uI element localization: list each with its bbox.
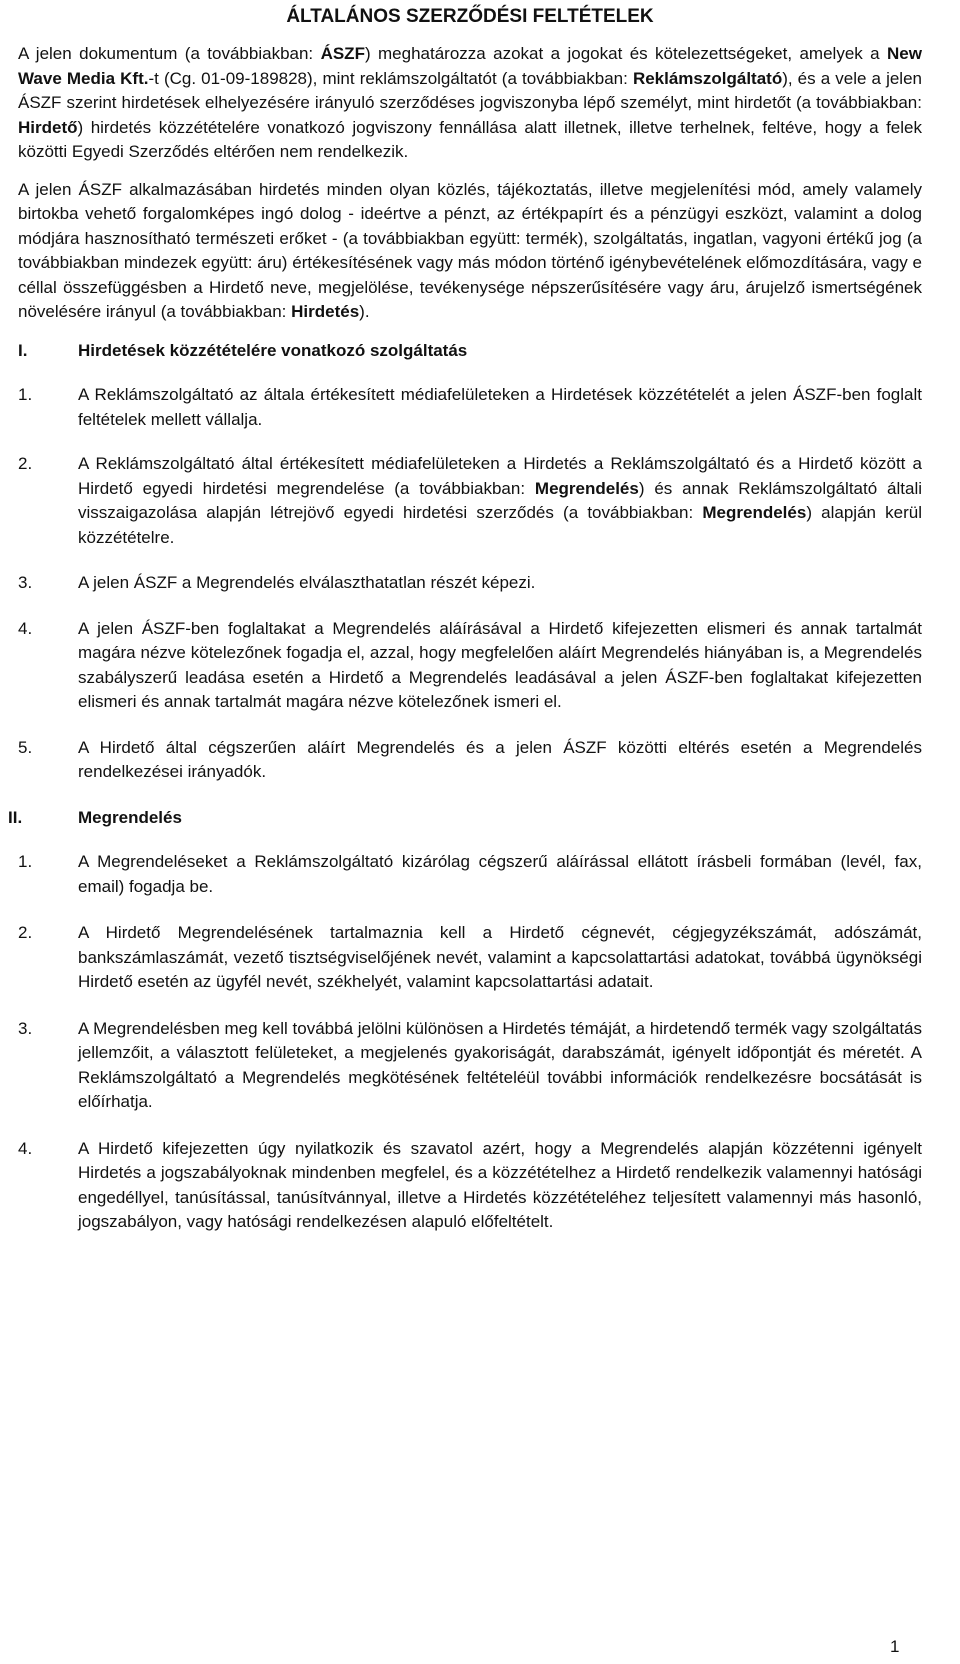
section-number: II.	[8, 807, 23, 827]
intro-paragraph-2: A jelen ÁSZF alkalmazásában hirdetés minden olyan közlés, tájékoztatás, illetve megjelenítési mód, amely valamely birtokba vehető forgalomképes ingó dolog - ideértve a pénzt, az értékpapírt és a pénzügyi eszközt, valamint a dolog módjára hasznosítható természeti erőket - (a továbbiakban együtt: termék), szolgáltatás, ingatlan, vagyoni értékű jog (a továbbiakban mindezek együtt: áru) értékesítésének vagy más módon történő igénybevételének előmozdítására, vagy e céllal összefüggésben a Hirdető neve, megjelölése, tevékenysége népszerűsítésére vagy áru, árujelző ismertségének növelésére irányul (a továbbiakban: Hirdetés).	[18, 179, 922, 321]
list-item: 5. A Hirdető által cégszerűen aláírt Megrendelés és a jelen ÁSZF közötti eltérés esetén a Megrendelés rendelkezései irányadók.	[18, 737, 922, 781]
document-title: ÁLTALÁNOS SZERZŐDÉSI FELTÉTELEK	[286, 6, 654, 27]
list-item: 4. A jelen ÁSZF-ben foglaltakat a Megrendelés aláírásával a Hirdető kifejezetten elismeri és annak tartalmát magára nézve kötelezőnek fogadja el, azzal, hogy megfelelően aláírt Megrendelés hiányában is, a Megrendelés szabályszerű leadása esetén a Hirdető a Megrendelés leadásával a jelen ÁSZF-ben foglaltakat kifejezetten elismeri és annak tartalmát magára nézve kötelezőnek ismeri el.	[18, 618, 922, 711]
list-item: 1. A Reklámszolgáltató az általa értékesített médiafelületeken a Hirdetések közzétételét a jelen ÁSZF-ben foglalt feltételek mellett vállalja.	[18, 385, 922, 429]
list-item: 3. A Megrendelésben meg kell továbbá jelölni különösen a Hirdetés témáját, a hirdetendő termék vagy szolgáltatás jellemzőit, a választott felületeket, a megjelenés gyakoriságát, darabszámát, igényelt időpontját és méretét. A Reklámszolgáltató a Megrendelés megkötésének feltételéül további információk rendelkezésre bocsátását is előírhatja.	[18, 1018, 922, 1111]
list-item: 1. A Megrendeléseket a Reklámszolgáltató kizárólag cégszerű aláírással ellátott írásbeli formában (levél, fax, email) fogadja be.	[18, 852, 922, 896]
list-item: 3. A jelen ÁSZF a Megrendelés elválaszthatatlan részét képezi.	[18, 573, 536, 592]
document-page	[8, 0, 923, 1235]
section-title: Megrendelés	[78, 807, 182, 827]
intro-paragraph-1: A jelen dokumentum (a továbbiakban: ÁSZF) meghatározza azokat a jogokat és kötelezettségeket, amelyek a New Wave Media Kft.-t (Cg. 01-09-189828), mint reklámszolgáltatót (a továbbiakban: Reklámszolgáltató), és a vele a jelen ÁSZF szerint hirdetések elhelyezésére irányuló szerződéses jogviszonyba lépő személyt, mint hirdetőt (a továbbiakban: Hirdető) hirdetés közzétételére vonatkozó jogviszony fennállása alatt illetnek, illetve terhelnek, feltéve, hogy a felek közötti Egyedi Szerződés eltérően nem rendelkezik.	[18, 44, 922, 161]
page-number: 1	[890, 1637, 900, 1656]
list-item: 2. A Hirdető Megrendelésének tartalmaznia kell a Hirdető cégnevét, cégjegyzékszámát, adószámát, bankszámlaszámát, vezető tisztségviselőjének nevét, valamint a kapcsolattartási adatokat, továbbá ügynökségi Hirdető esetén az ügyfél nevét, székhelyét, valamint kapcsolattartási adatait.	[18, 923, 922, 991]
list-item: 2. A Reklámszolgáltató által értékesített médiafelületeken a Hirdetés a Reklámszolgáltató és a Hirdető között a Hirdető egyedi hirdetési megrendelése (a továbbiakban: Megrendelés) és annak Reklámszolgáltató általi visszaigazolása alapján létrejövő egyedi hirdetési szerződés (a továbbiakban: Megrendelés) alapján kerül közzétételre.	[18, 454, 923, 547]
section-heading-1	[18, 339, 922, 364]
section-heading-2	[8, 806, 922, 831]
section-number: I.	[18, 340, 28, 360]
list-item: 4. A Hirdető kifejezetten úgy nyilatkozik és szavatol azért, hogy a Megrendelés alapján közzétenni igényelt Hirdetés a jogszabályoknak mindenben megfelel, és a közzétételhez a Hirdető rendelkezik valamennyi hatósági engedéllyel, tanúsítással, tanúsítvánnyal, illetve a Hirdetés közzétételéhez teljesített valamennyi más hasonló, jogszabályon, vagy hatósági rendelkezésen alapuló előfeltételt.	[18, 1138, 922, 1231]
section-title: Hirdetések közzétételére vonatkozó szolgáltatás	[78, 340, 468, 360]
